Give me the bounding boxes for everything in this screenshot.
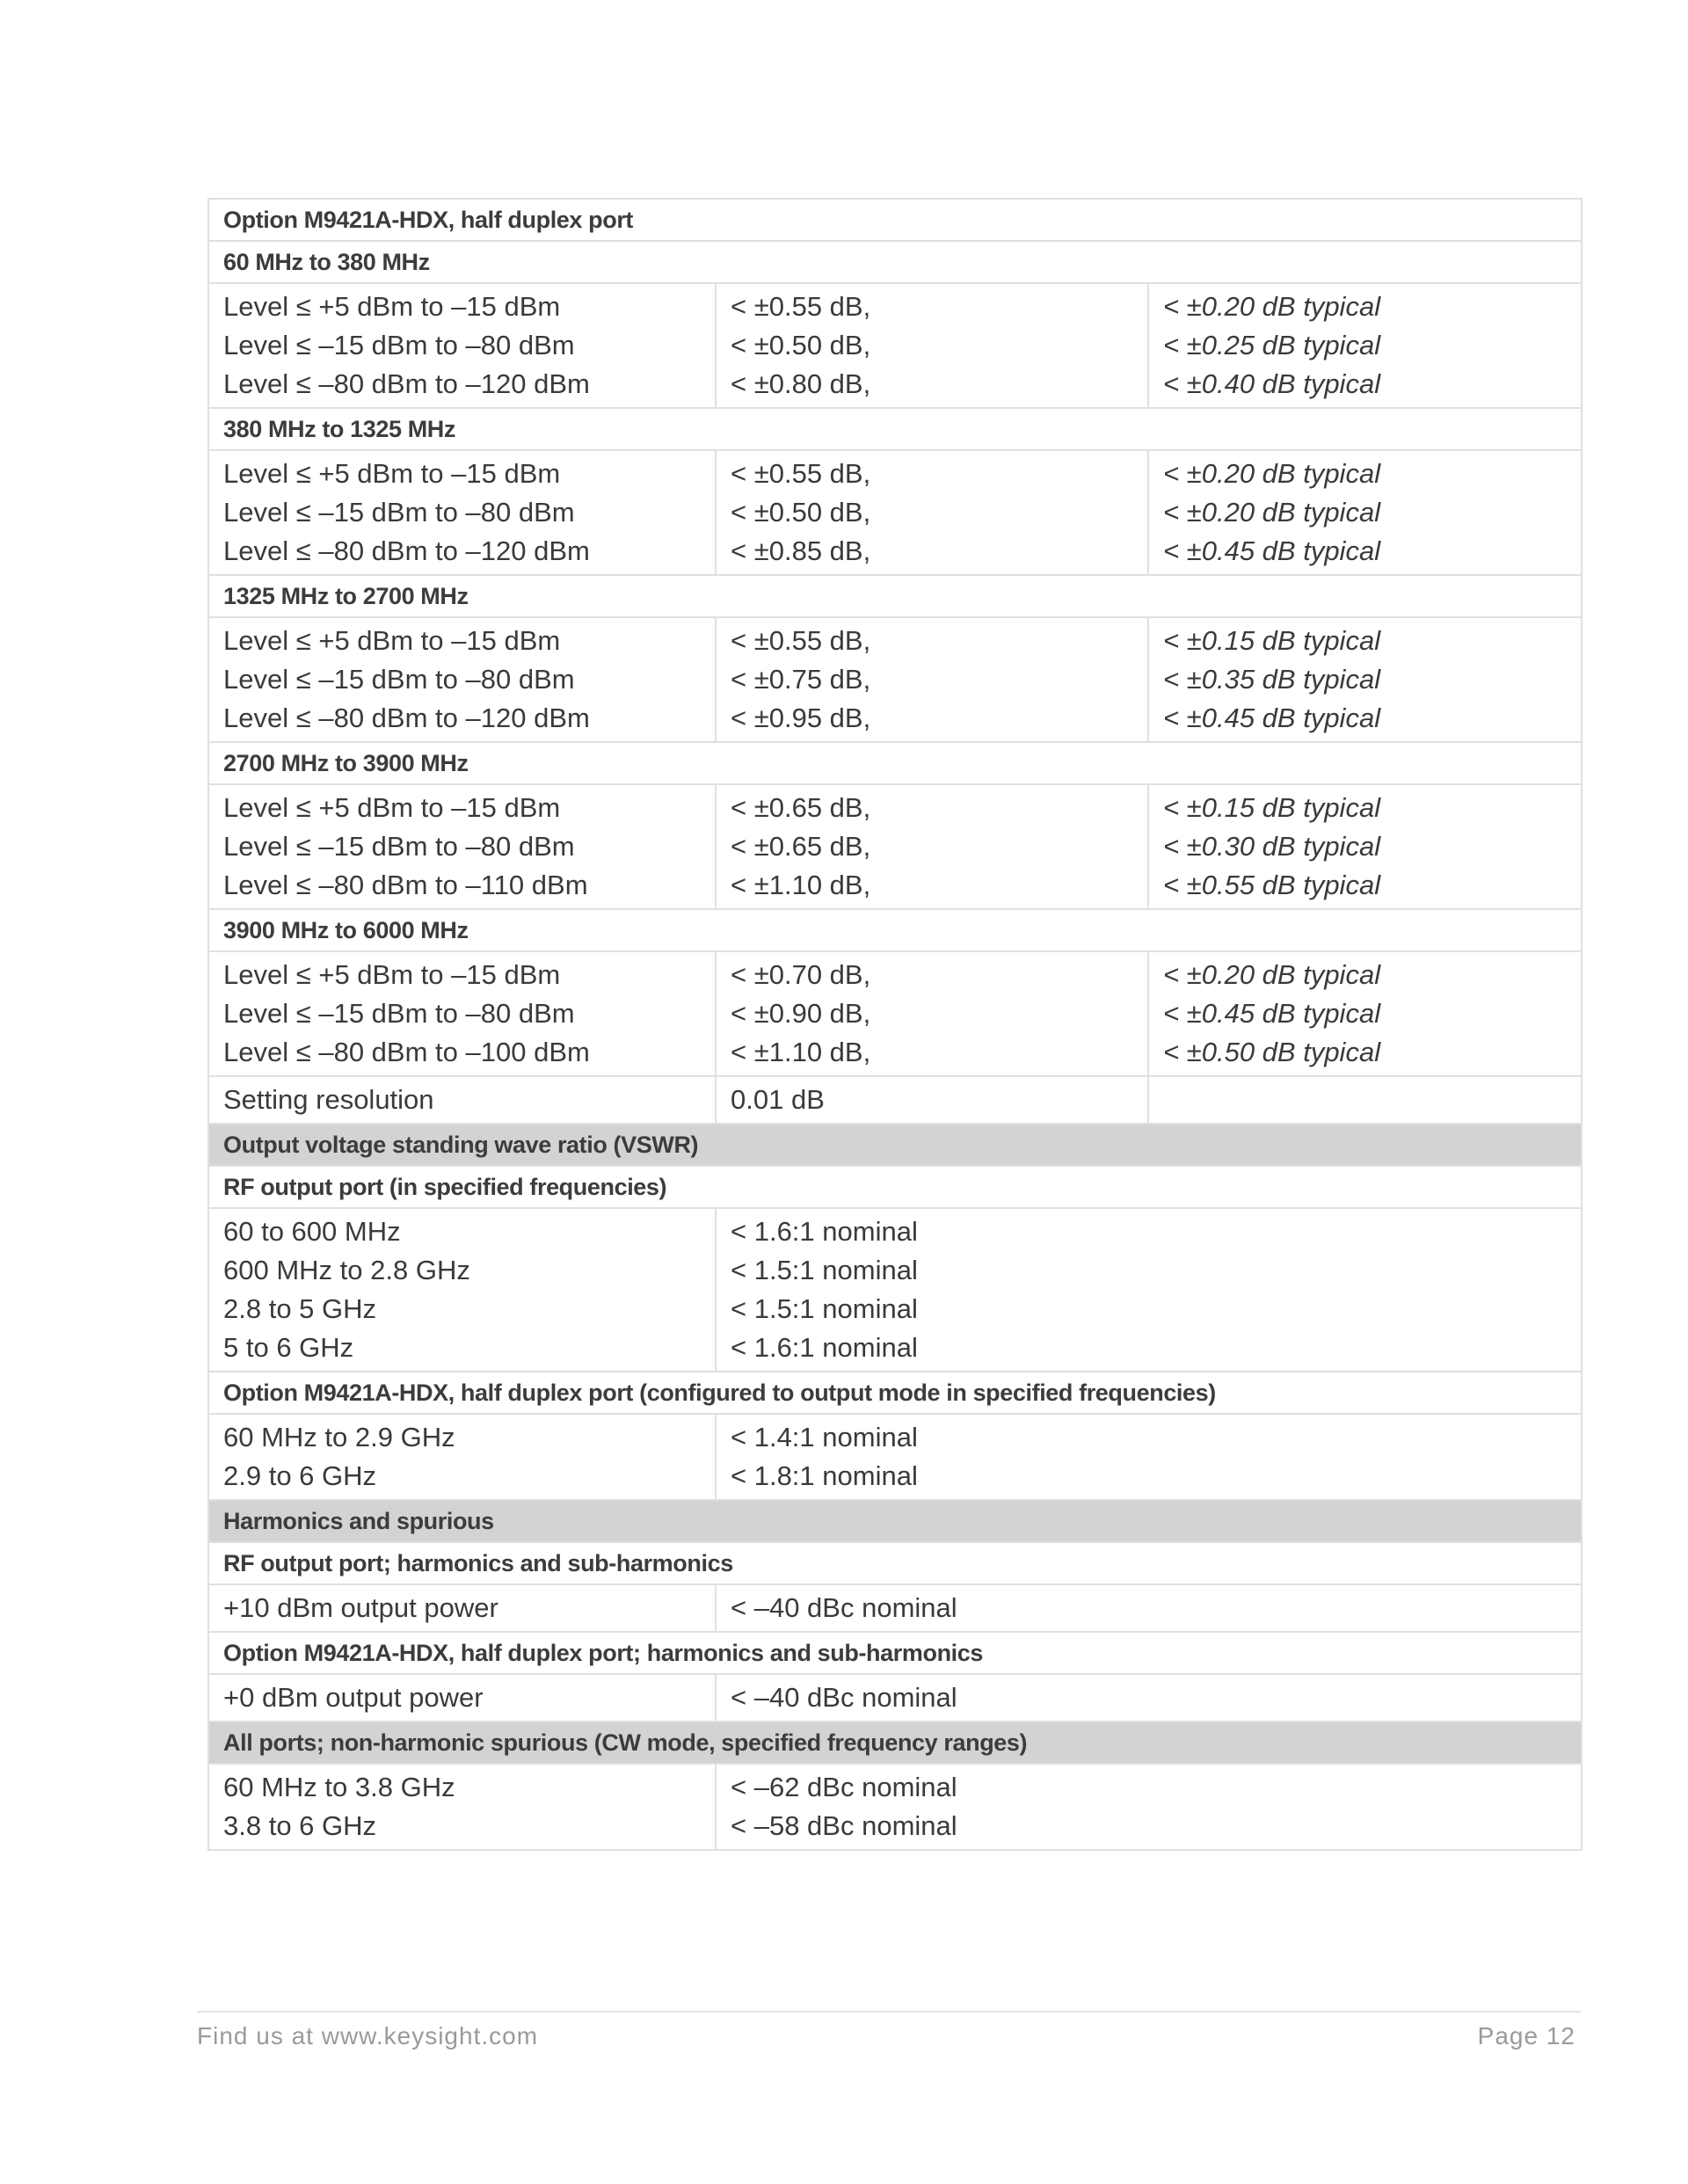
condition-cell	[208, 617, 716, 742]
subheader-title: Option M9421A-HDX, half duplex port; harmonics and sub-harmonics	[208, 1632, 1582, 1674]
section-header-row	[208, 1124, 1582, 1166]
subheader-title: RF output port; harmonics and sub-harmonics	[208, 1542, 1582, 1584]
cell-line: < ±0.95 dB,	[731, 703, 871, 733]
table-row	[208, 1584, 1582, 1632]
page-number: Page 12	[1477, 2022, 1575, 2049]
subheader-row	[208, 241, 1582, 283]
cell-line: 0.01 dB	[731, 1084, 825, 1115]
spec-cell	[716, 1674, 1582, 1722]
cell-line: < ±0.15 dB typical	[1163, 625, 1381, 656]
cell-line: < ±0.20 dB typical	[1163, 497, 1381, 528]
spec-cell	[716, 1208, 1582, 1372]
condition-cell	[208, 784, 716, 909]
cell-line: < ±0.45 dB typical	[1163, 998, 1381, 1029]
footer-divider	[197, 2011, 1581, 2013]
cell-line: 60 to 600 MHz	[223, 1216, 401, 1247]
cell-line: < ±0.35 dB typical	[1163, 664, 1381, 695]
cell-line: < ±0.55 dB,	[731, 625, 871, 656]
subheader-row	[208, 742, 1582, 784]
subheader-title: 380 MHz to 1325 MHz	[208, 408, 1582, 450]
section-header-row	[208, 1722, 1582, 1764]
condition-cell	[208, 951, 716, 1076]
table-row	[208, 784, 1582, 909]
cell-line: < ±0.20 dB typical	[1163, 959, 1381, 990]
subheader-row	[208, 909, 1582, 951]
cell-line: < 1.8:1 nominal	[731, 1460, 918, 1491]
cell-line: Level ≤ +5 dBm to –15 dBm	[223, 792, 561, 823]
cell-line: Level ≤ +5 dBm to –15 dBm	[223, 625, 561, 656]
condition-cell	[208, 450, 716, 575]
section-header-row	[208, 1500, 1582, 1542]
condition-cell	[208, 1764, 716, 1850]
cell-line: < ±0.55 dB typical	[1163, 870, 1381, 900]
cell-line: Level ≤ –15 dBm to –80 dBm	[223, 664, 575, 695]
subheader-title: 60 MHz to 380 MHz	[208, 241, 1582, 283]
cell-line: < ±0.70 dB,	[731, 959, 871, 990]
cell-line: < ±0.90 dB,	[731, 998, 871, 1029]
spec-table	[207, 198, 1582, 1851]
cell-line: < –58 dBc nominal	[731, 1810, 957, 1841]
cell-line: < ±0.45 dB typical	[1163, 703, 1381, 733]
spec-cell	[716, 1584, 1582, 1632]
table-row	[208, 1208, 1582, 1372]
section-title: Harmonics and spurious	[208, 1500, 1582, 1542]
cell-line: < ±0.65 dB,	[731, 831, 871, 862]
cell-line: 3.8 to 6 GHz	[223, 1810, 377, 1841]
cell-line: < ±0.55 dB,	[731, 458, 871, 489]
table-row	[208, 1764, 1582, 1850]
cell-line: Level ≤ –80 dBm to –100 dBm	[223, 1037, 590, 1067]
cell-line: < ±0.50 dB,	[731, 330, 871, 360]
typical-cell	[1148, 784, 1582, 909]
cell-line: 60 MHz to 2.9 GHz	[223, 1422, 455, 1452]
typical-cell	[1148, 951, 1582, 1076]
cell-line: < ±0.75 dB,	[731, 664, 871, 695]
section-title: Output voltage standing wave ratio (VSWR)	[208, 1124, 1582, 1166]
table-row	[208, 1674, 1582, 1722]
condition-cell	[208, 283, 716, 408]
cell-line: < ±0.85 dB,	[731, 535, 871, 566]
cell-line: < 1.6:1 nominal	[731, 1216, 918, 1247]
cell-line: < ±1.10 dB,	[731, 1037, 871, 1067]
spec-cell	[716, 283, 1148, 408]
condition-cell	[208, 1584, 716, 1632]
cell-line: < –40 dBc nominal	[731, 1682, 957, 1713]
spec-cell	[716, 1764, 1582, 1850]
cell-line: 2.9 to 6 GHz	[223, 1460, 377, 1491]
cell-line: < ±0.15 dB typical	[1163, 792, 1381, 823]
cell-line: < ±0.50 dB,	[731, 497, 871, 528]
cell-line: < ±0.25 dB typical	[1163, 330, 1381, 360]
cell-line: < –62 dBc nominal	[731, 1772, 957, 1802]
table-row	[208, 450, 1582, 575]
section-title: All ports; non-harmonic spurious (CW mode, specified frequency ranges)	[208, 1722, 1582, 1764]
cell-line: +0 dBm output power	[223, 1682, 484, 1713]
subheader-title: RF output port (in specified frequencies)	[208, 1166, 1582, 1208]
cell-line: Level ≤ –15 dBm to –80 dBm	[223, 831, 575, 862]
subheader-title: Option M9421A-HDX, half duplex port (configured to output mode in specified frequencies)	[208, 1372, 1582, 1414]
subheader-row	[208, 575, 1582, 617]
cell-line: Level ≤ –80 dBm to –110 dBm	[223, 870, 588, 900]
spec-cell	[716, 450, 1148, 575]
typical-cell	[1148, 617, 1582, 742]
spec-table-body	[208, 199, 1582, 1850]
cell-line: < ±0.55 dB,	[731, 291, 871, 322]
cell-line: < ±0.20 dB typical	[1163, 458, 1381, 489]
subheader-row	[208, 1632, 1582, 1674]
cell-line: < 1.5:1 nominal	[731, 1293, 918, 1324]
spec-cell	[716, 951, 1148, 1076]
spec-cell	[716, 784, 1148, 909]
subheader-title: Option M9421A-HDX, half duplex port	[208, 199, 1582, 241]
cell-line: Level ≤ –15 dBm to –80 dBm	[223, 330, 575, 360]
cell-line: +10 dBm output power	[223, 1592, 498, 1623]
cell-line: < ±0.45 dB typical	[1163, 535, 1381, 566]
cell-line: 600 MHz to 2.8 GHz	[223, 1255, 470, 1285]
table-row	[208, 1076, 1582, 1124]
cell-line: < ±0.40 dB typical	[1163, 368, 1381, 399]
condition-cell	[208, 1674, 716, 1722]
cell-line: < ±1.10 dB,	[731, 870, 871, 900]
cell-line: Level ≤ –80 dBm to –120 dBm	[223, 703, 590, 733]
cell-line: Level ≤ +5 dBm to –15 dBm	[223, 291, 561, 322]
cell-line: < –40 dBc nominal	[731, 1592, 957, 1623]
cell-line: 2.8 to 5 GHz	[223, 1293, 377, 1324]
cell-line: Level ≤ –80 dBm to –120 dBm	[223, 368, 590, 399]
table-row	[208, 1414, 1582, 1500]
cell-line: < ±0.50 dB typical	[1163, 1037, 1381, 1067]
table-row	[208, 617, 1582, 742]
cell-line: < 1.5:1 nominal	[731, 1255, 918, 1285]
spec-cell	[716, 1076, 1148, 1124]
cell-line: Level ≤ +5 dBm to –15 dBm	[223, 959, 561, 990]
subheader-title: 2700 MHz to 3900 MHz	[208, 742, 1582, 784]
subheader-row	[208, 1542, 1582, 1584]
typical-cell	[1148, 1076, 1582, 1124]
table-row	[208, 283, 1582, 408]
subheader-row	[208, 1166, 1582, 1208]
cell-line: < ±0.20 dB typical	[1163, 291, 1381, 322]
subheader-row	[208, 1372, 1582, 1414]
cell-line: < ±0.30 dB typical	[1163, 831, 1381, 862]
subheader-row	[208, 408, 1582, 450]
subheader-title: 1325 MHz to 2700 MHz	[208, 575, 1582, 617]
cell-line: < 1.4:1 nominal	[731, 1422, 918, 1452]
subheader-title: 3900 MHz to 6000 MHz	[208, 909, 1582, 951]
cell-line: < 1.6:1 nominal	[731, 1332, 918, 1363]
condition-cell	[208, 1414, 716, 1500]
subheader-row	[208, 199, 1582, 241]
condition-cell	[208, 1208, 716, 1372]
cell-line: Level ≤ –15 dBm to –80 dBm	[223, 497, 575, 528]
cell-line: Level ≤ –15 dBm to –80 dBm	[223, 998, 575, 1029]
cell-line: < ±0.80 dB,	[731, 368, 871, 399]
typical-cell	[1148, 283, 1582, 408]
cell-line: 5 to 6 GHz	[223, 1332, 354, 1363]
cell-line: Level ≤ +5 dBm to –15 dBm	[223, 458, 561, 489]
footer-website: Find us at www.keysight.com	[197, 2022, 539, 2049]
typical-cell	[1148, 450, 1582, 575]
spec-cell	[716, 1414, 1582, 1500]
cell-line: 60 MHz to 3.8 GHz	[223, 1772, 455, 1802]
cell-line: Level ≤ –80 dBm to –120 dBm	[223, 535, 590, 566]
spec-cell	[716, 617, 1148, 742]
cell-line: < ±0.65 dB,	[731, 792, 871, 823]
cell-line: Setting resolution	[223, 1084, 434, 1115]
condition-cell	[208, 1076, 716, 1124]
table-row	[208, 951, 1582, 1076]
